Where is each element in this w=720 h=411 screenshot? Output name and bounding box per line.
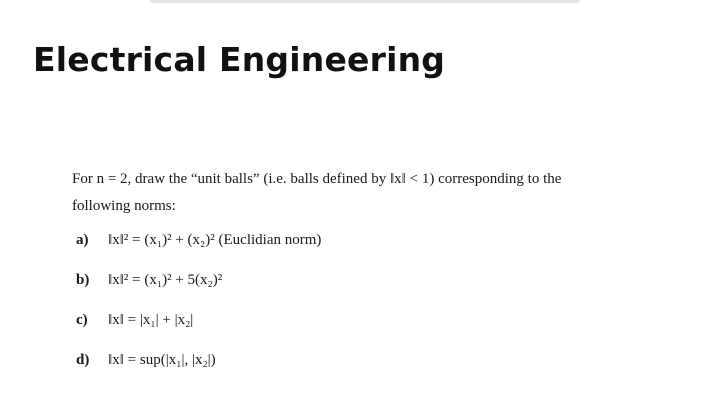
item-formula: ‖x‖² = (x₁)² + 5(x₂)²	[108, 272, 223, 288]
item-label: d)	[76, 352, 90, 368]
question-text	[72, 166, 672, 220]
item-formula: ‖x‖ = sup(|x₁|, |x₂|)	[108, 352, 216, 368]
question-line-2: following norms:	[72, 198, 176, 214]
item-label: c)	[76, 312, 88, 328]
page-title: Electrical Engineering	[33, 40, 446, 79]
question-line-1: For n = 2, draw the “unit balls” (i.e. balls defined by ‖x‖ < 1) corresponding to the	[72, 171, 562, 187]
top-divider	[150, 0, 580, 3]
item-label: b)	[76, 272, 90, 288]
item-formula: ‖x‖ = |x₁| + |x₂|	[108, 312, 194, 328]
item-formula: ‖x‖² = (x₁)² + (x₂)² (Euclidian norm)	[108, 232, 322, 248]
item-label: a)	[76, 232, 89, 248]
